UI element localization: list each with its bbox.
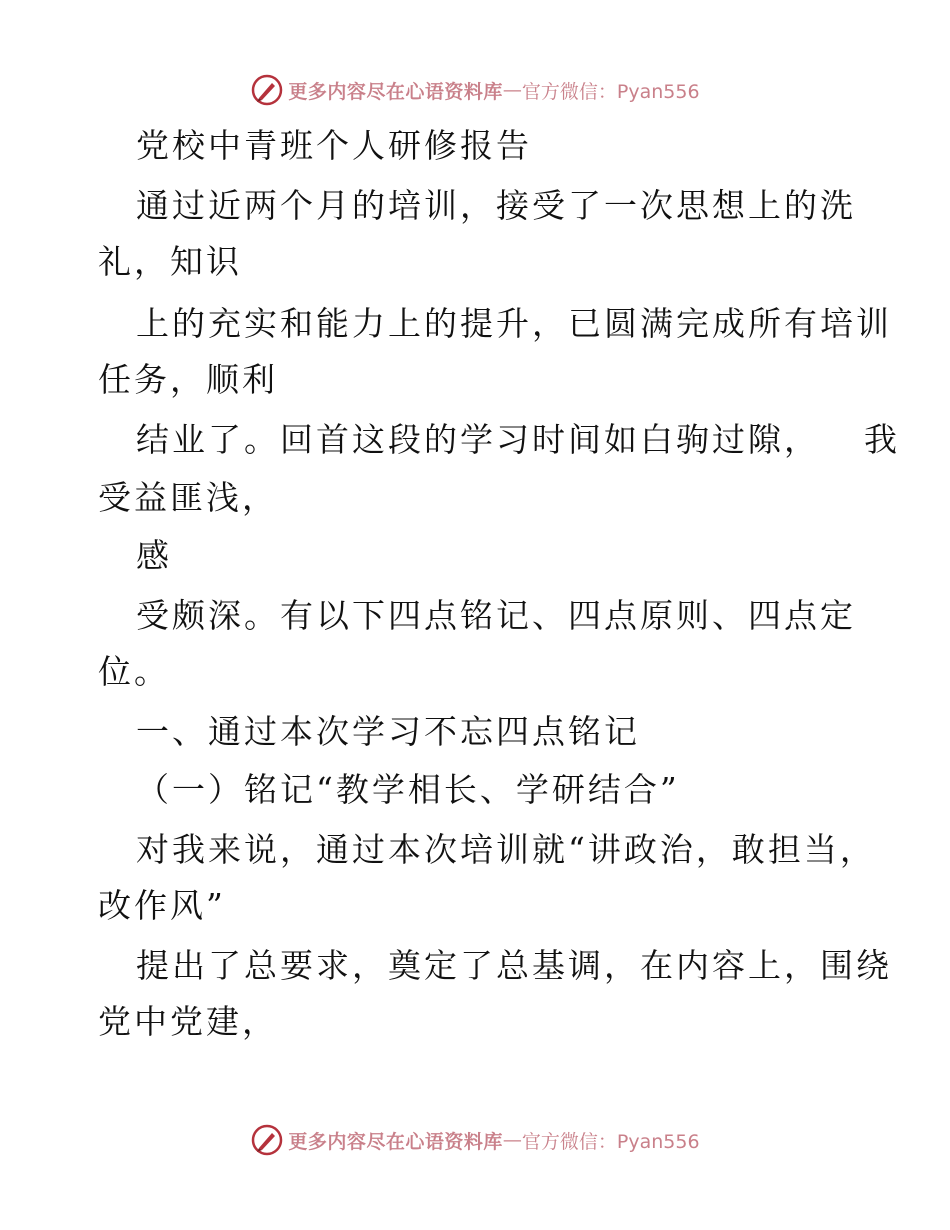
paragraph-line: 礼，知识 bbox=[98, 242, 242, 281]
banner-wechat: 官方微信：Pyan556 bbox=[521, 80, 700, 103]
paragraph-line: 位。 bbox=[98, 652, 170, 691]
footer-banner bbox=[0, 1120, 950, 1160]
paragraph-line: 上的充实和能力上的提升，已圆满完成所有培训 bbox=[136, 304, 892, 343]
header-banner bbox=[0, 70, 950, 110]
pen-logo-icon bbox=[250, 1123, 284, 1157]
section-heading: 一、通过本次学习不忘四点铭记 bbox=[136, 712, 640, 751]
banner-wechat: 官方微信：Pyan556 bbox=[521, 1130, 700, 1153]
banner-site-name: 更多内容尽在心语资料库 bbox=[288, 80, 503, 103]
paragraph-line: 感 bbox=[136, 536, 172, 575]
pen-logo-icon bbox=[250, 73, 284, 107]
paragraph-line: 任务，顺利 bbox=[98, 360, 278, 399]
subsection-heading: （一）铭记“教学相长、学研结合” bbox=[136, 770, 680, 809]
paragraph-line: 受益匪浅， bbox=[98, 478, 278, 517]
paragraph-line: 通过近两个月的培训，接受了一次思想上的洗 bbox=[136, 186, 856, 225]
paragraph-line: 提出了总要求，奠定了总基调，在内容上，围绕 bbox=[136, 946, 892, 985]
paragraph-line: 受颇深。有以下四点铭记、四点原则、四点定 bbox=[136, 596, 856, 635]
paragraph-line: 对我来说，通过本次培训就“讲政治，敢担当， bbox=[136, 830, 876, 869]
document-title: 党校中青班个人研修报告 bbox=[136, 126, 532, 165]
paragraph-line: 改作风” bbox=[98, 886, 226, 925]
banner-separator: — bbox=[502, 1129, 522, 1151]
banner-separator: — bbox=[502, 79, 522, 101]
paragraph-line: 结业了。回首这段的学习时间如白驹过隙， 我 bbox=[136, 420, 900, 459]
paragraph-line: 党中党建， bbox=[98, 1002, 278, 1041]
banner-site-name: 更多内容尽在心语资料库 bbox=[288, 1130, 503, 1153]
